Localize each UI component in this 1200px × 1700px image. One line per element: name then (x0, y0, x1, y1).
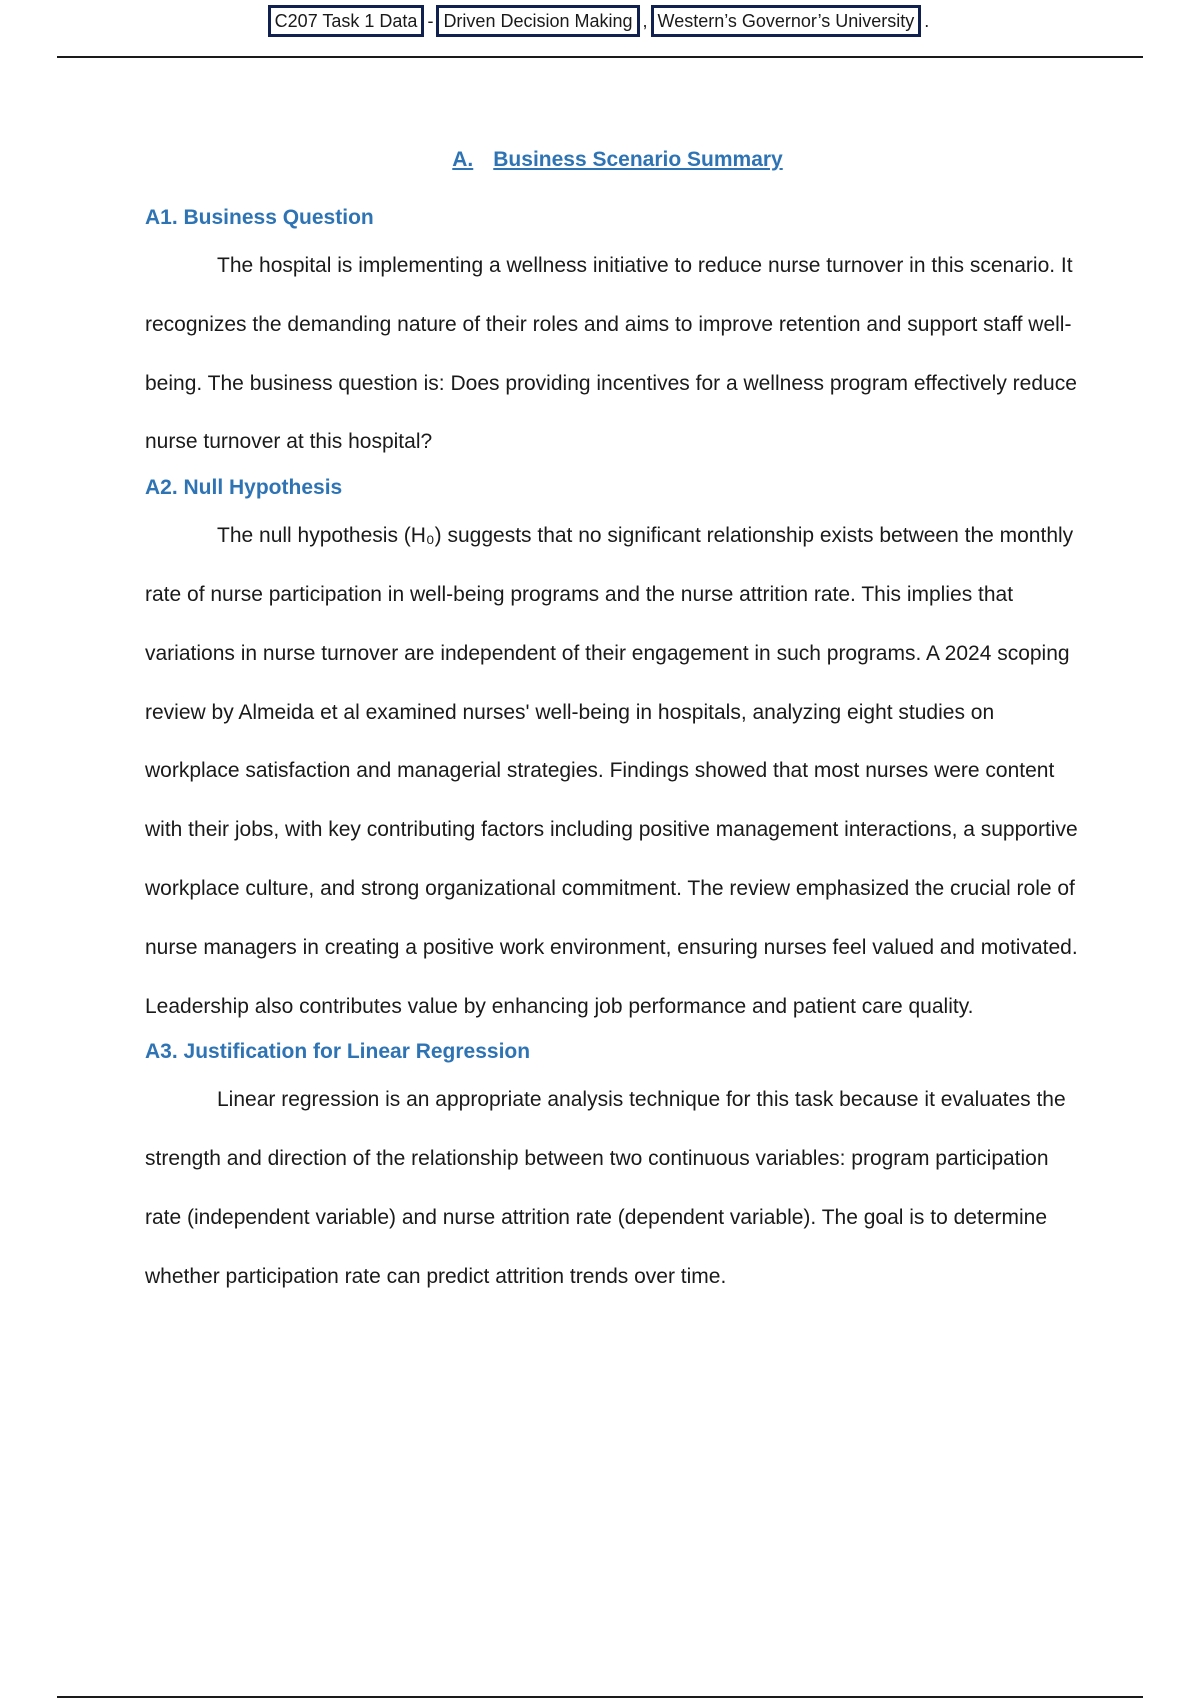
footer-divider (57, 1696, 1143, 1698)
paragraph-business-question: The hospital is implementing a wellness initiative to reduce nurse turnover in this scenario. It recognizes the demanding nature of their roles and aims to improve retention and support staff well-being. The business question is: Does providing incentives for a wellness program effectively reduce nurse turnover at this hospital? (145, 254, 1077, 454)
header-separator: - (427, 11, 434, 31)
subsection-heading-linear-regression: A3. Justification for Linear Regression (145, 1040, 531, 1064)
document-body (145, 140, 1090, 1307)
page-header (0, 4, 1200, 38)
subsection-heading-null-hypothesis: A2. Null Hypothesis (145, 476, 343, 500)
section-title-text: Business Scenario Summary (493, 148, 783, 171)
header-institution-field[interactable]: Western’s Governor’s University (651, 5, 922, 37)
paragraph-null-hypothesis: The null hypothesis (H₀) suggests that no significant relationship exists between the monthly rate of nurse participation in well-being programs and the nurse attrition rate. This implies that variations in nurse turnover are independent of their engagement in such programs. A 2024 scoping review by Almeida et al examined nurses' well-being in hospitals, analyzing eight studies on workplace satisfaction and managerial strategies. Findings showed that most nurses were content with their jobs, with key contributing factors including positive management interactions, a supportive workplace culture, and strong organizational commitment. The review emphasized the crucial role of nurse managers in creating a positive work environment, ensuring nurses feel valued and motivated. Leadership also contributes value by enhancing job performance and patient care quality. (145, 524, 1078, 1018)
header-divider (57, 56, 1143, 58)
section-title (145, 140, 1090, 180)
header-separator: , (642, 11, 648, 31)
section-title-number: A. (452, 148, 474, 171)
header-end-mark: . (924, 11, 930, 31)
subsection-heading-business-question: A1. Business Question (145, 206, 374, 229)
paragraph-linear-regression: Linear regression is an appropriate analysis technique for this task because it evaluates the strength and direction of the relationship between two continuous variables: program participation rate (independent variable) and nurse attrition rate (dependent variable). The goal is to determine whether participation rate can predict attrition trends over time. (145, 1088, 1066, 1288)
header-course-field[interactable]: C207 Task 1 Data (268, 5, 425, 37)
header-title-field[interactable]: Driven Decision Making (436, 5, 639, 37)
